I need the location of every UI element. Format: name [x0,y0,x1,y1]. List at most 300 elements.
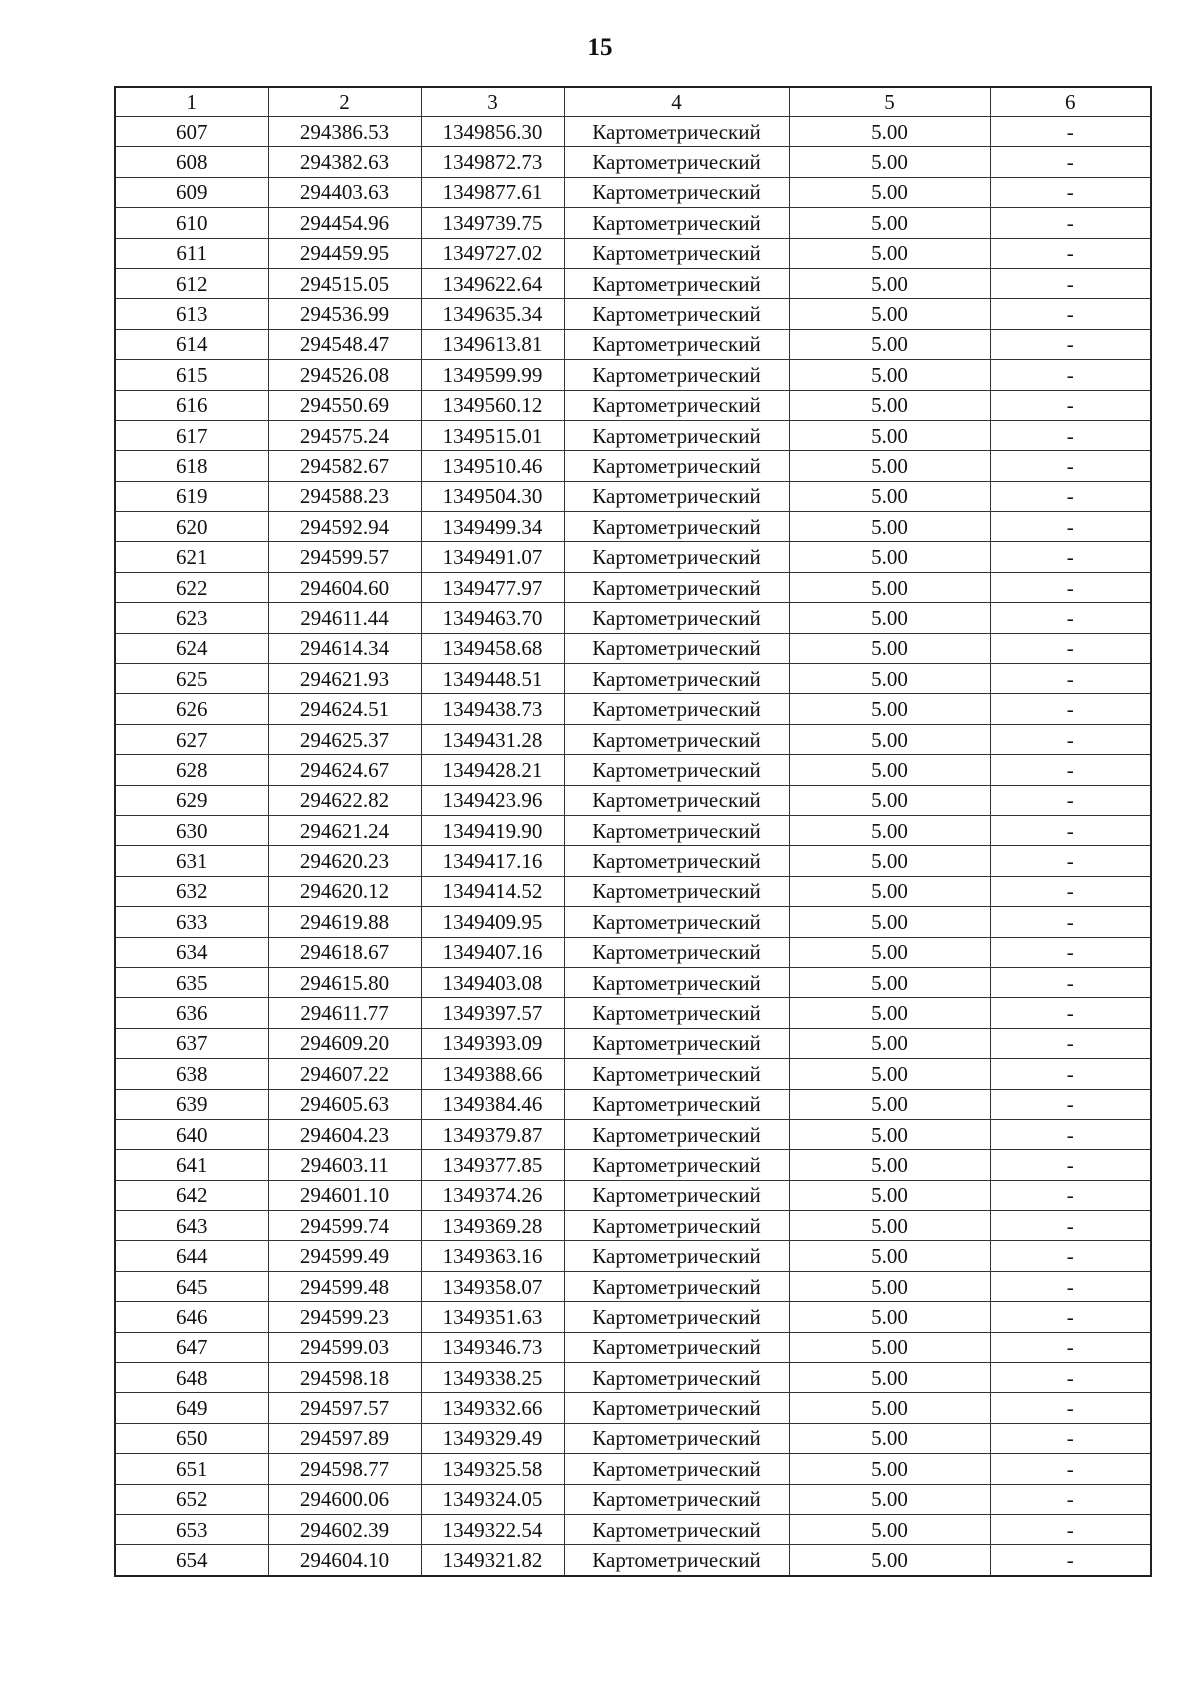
table-body [115,117,1151,1576]
x-coordinate-cell: 294599.03 [268,1332,421,1362]
x-coordinate-cell: 294604.23 [268,1119,421,1149]
description-cell: - [990,633,1151,663]
point-number-cell: 640 [115,1119,268,1149]
y-coordinate-cell: 1349325.58 [421,1454,564,1484]
page-number: 15 [587,34,613,61]
accuracy-cell: 5.00 [789,208,990,238]
method-cell: Картометрический [564,542,789,572]
accuracy-cell: 5.00 [789,299,990,329]
y-coordinate-cell: 1349397.57 [421,998,564,1028]
x-coordinate-cell: 294599.74 [268,1211,421,1241]
column-header: 3 [421,87,564,117]
point-number-cell: 622 [115,572,268,602]
table-row [115,147,1151,177]
accuracy-cell: 5.00 [789,1514,990,1544]
x-coordinate-cell: 294618.67 [268,937,421,967]
point-number-cell: 633 [115,907,268,937]
y-coordinate-cell: 1349622.64 [421,268,564,298]
description-cell: - [990,268,1151,298]
y-coordinate-cell: 1349856.30 [421,117,564,147]
point-number-cell: 619 [115,481,268,511]
description-cell: - [990,238,1151,268]
column-header: 5 [789,87,990,117]
description-cell: - [990,1271,1151,1301]
method-cell: Картометрический [564,907,789,937]
table-row [115,117,1151,147]
table-row [115,1089,1151,1119]
accuracy-cell: 5.00 [789,177,990,207]
y-coordinate-cell: 1349379.87 [421,1119,564,1149]
method-cell: Картометрический [564,117,789,147]
accuracy-cell: 5.00 [789,1211,990,1241]
x-coordinate-cell: 294403.63 [268,177,421,207]
x-coordinate-cell: 294550.69 [268,390,421,420]
table-row [115,846,1151,876]
table-row [115,542,1151,572]
method-cell: Картометрический [564,1059,789,1089]
y-coordinate-cell: 1349374.26 [421,1180,564,1210]
x-coordinate-cell: 294604.60 [268,572,421,602]
x-coordinate-cell: 294620.12 [268,876,421,906]
method-cell: Картометрический [564,1119,789,1149]
accuracy-cell: 5.00 [789,967,990,997]
x-coordinate-cell: 294619.88 [268,907,421,937]
x-coordinate-cell: 294621.93 [268,664,421,694]
x-coordinate-cell: 294548.47 [268,329,421,359]
point-number-cell: 615 [115,360,268,390]
table-row [115,1454,1151,1484]
description-cell: - [990,967,1151,997]
x-coordinate-cell: 294597.89 [268,1423,421,1453]
description-cell: - [990,1393,1151,1423]
method-cell: Картометрический [564,937,789,967]
y-coordinate-cell: 1349384.46 [421,1089,564,1119]
description-cell: - [990,937,1151,967]
point-number-cell: 610 [115,208,268,238]
table-row [115,694,1151,724]
description-cell: - [990,542,1151,572]
table-row [115,603,1151,633]
method-cell: Картометрический [564,815,789,845]
accuracy-cell: 5.00 [789,1454,990,1484]
description-cell: - [990,1454,1151,1484]
accuracy-cell: 5.00 [789,937,990,967]
table-row [115,1302,1151,1332]
description-cell: - [990,117,1151,147]
accuracy-cell: 5.00 [789,1089,990,1119]
table-row [115,1119,1151,1149]
point-number-cell: 626 [115,694,268,724]
accuracy-cell: 5.00 [789,238,990,268]
description-cell: - [990,1484,1151,1514]
table-row [115,1332,1151,1362]
point-number-cell: 625 [115,664,268,694]
table-row [115,238,1151,268]
table-row [115,1393,1151,1423]
method-cell: Картометрический [564,512,789,542]
method-cell: Картометрический [564,481,789,511]
y-coordinate-cell: 1349393.09 [421,1028,564,1058]
y-coordinate-cell: 1349599.99 [421,360,564,390]
accuracy-cell: 5.00 [789,907,990,937]
point-number-cell: 652 [115,1484,268,1514]
method-cell: Картометрический [564,1089,789,1119]
method-cell: Картометрический [564,1302,789,1332]
method-cell: Картометрический [564,1150,789,1180]
point-number-cell: 636 [115,998,268,1028]
method-cell: Картометрический [564,998,789,1028]
table-row [115,1271,1151,1301]
table-row [115,208,1151,238]
table-row [115,1514,1151,1544]
x-coordinate-cell: 294600.06 [268,1484,421,1514]
x-coordinate-cell: 294601.10 [268,1180,421,1210]
y-coordinate-cell: 1349369.28 [421,1211,564,1241]
description-cell: - [990,846,1151,876]
y-coordinate-cell: 1349499.34 [421,512,564,542]
column-header: 4 [564,87,789,117]
description-cell: - [990,724,1151,754]
y-coordinate-cell: 1349877.61 [421,177,564,207]
x-coordinate-cell: 294599.23 [268,1302,421,1332]
description-cell: - [990,147,1151,177]
x-coordinate-cell: 294575.24 [268,420,421,450]
accuracy-cell: 5.00 [789,1180,990,1210]
accuracy-cell: 5.00 [789,542,990,572]
point-number-cell: 618 [115,451,268,481]
y-coordinate-cell: 1349463.70 [421,603,564,633]
method-cell: Картометрический [564,1423,789,1453]
y-coordinate-cell: 1349351.63 [421,1302,564,1332]
header-row [115,87,1151,117]
x-coordinate-cell: 294599.57 [268,542,421,572]
description-cell: - [990,451,1151,481]
y-coordinate-cell: 1349332.66 [421,1393,564,1423]
y-coordinate-cell: 1349363.16 [421,1241,564,1271]
description-cell: - [990,1119,1151,1149]
x-coordinate-cell: 294607.22 [268,1059,421,1089]
y-coordinate-cell: 1349458.68 [421,633,564,663]
x-coordinate-cell: 294605.63 [268,1089,421,1119]
accuracy-cell: 5.00 [789,1241,990,1271]
table-row [115,1241,1151,1271]
accuracy-cell: 5.00 [789,451,990,481]
method-cell: Картометрический [564,238,789,268]
point-number-cell: 645 [115,1271,268,1301]
method-cell: Картометрический [564,1545,789,1576]
description-cell: - [990,1302,1151,1332]
table-row [115,360,1151,390]
method-cell: Картометрический [564,420,789,450]
description-cell: - [990,299,1151,329]
x-coordinate-cell: 294597.57 [268,1393,421,1423]
table-row [115,177,1151,207]
y-coordinate-cell: 1349727.02 [421,238,564,268]
x-coordinate-cell: 294599.48 [268,1271,421,1301]
x-coordinate-cell: 294582.67 [268,451,421,481]
method-cell: Картометрический [564,603,789,633]
accuracy-cell: 5.00 [789,694,990,724]
description-cell: - [990,329,1151,359]
accuracy-cell: 5.00 [789,1423,990,1453]
method-cell: Картометрический [564,755,789,785]
y-coordinate-cell: 1349409.95 [421,907,564,937]
y-coordinate-cell: 1349423.96 [421,785,564,815]
description-cell: - [990,1028,1151,1058]
description-cell: - [990,420,1151,450]
point-number-cell: 647 [115,1332,268,1362]
point-number-cell: 616 [115,390,268,420]
table-row [115,815,1151,845]
x-coordinate-cell: 294526.08 [268,360,421,390]
point-number-cell: 638 [115,1059,268,1089]
accuracy-cell: 5.00 [789,360,990,390]
point-number-cell: 643 [115,1211,268,1241]
x-coordinate-cell: 294611.44 [268,603,421,633]
method-cell: Картометрический [564,572,789,602]
table-row [115,420,1151,450]
description-cell: - [990,208,1151,238]
table-row [115,451,1151,481]
method-cell: Картометрический [564,1241,789,1271]
y-coordinate-cell: 1349419.90 [421,815,564,845]
accuracy-cell: 5.00 [789,755,990,785]
point-number-cell: 648 [115,1363,268,1393]
description-cell: - [990,572,1151,602]
x-coordinate-cell: 294615.80 [268,967,421,997]
point-number-cell: 609 [115,177,268,207]
description-cell: - [990,1332,1151,1362]
x-coordinate-cell: 294602.39 [268,1514,421,1544]
x-coordinate-cell: 294515.05 [268,268,421,298]
point-number-cell: 654 [115,1545,268,1576]
accuracy-cell: 5.00 [789,1028,990,1058]
description-cell: - [990,481,1151,511]
accuracy-cell: 5.00 [789,481,990,511]
y-coordinate-cell: 1349329.49 [421,1423,564,1453]
point-number-cell: 624 [115,633,268,663]
method-cell: Картометрический [564,1484,789,1514]
table-row [115,390,1151,420]
point-number-cell: 650 [115,1423,268,1453]
method-cell: Картометрический [564,360,789,390]
coordinates-table [114,86,1152,1577]
x-coordinate-cell: 294454.96 [268,208,421,238]
table-row [115,299,1151,329]
accuracy-cell: 5.00 [789,1332,990,1362]
point-number-cell: 635 [115,967,268,997]
description-cell: - [990,755,1151,785]
point-number-cell: 607 [115,117,268,147]
table-row [115,967,1151,997]
x-coordinate-cell: 294609.20 [268,1028,421,1058]
accuracy-cell: 5.00 [789,1393,990,1423]
y-coordinate-cell: 1349510.46 [421,451,564,481]
table-row [115,1028,1151,1058]
accuracy-cell: 5.00 [789,512,990,542]
point-number-cell: 621 [115,542,268,572]
y-coordinate-cell: 1349403.08 [421,967,564,997]
accuracy-cell: 5.00 [789,785,990,815]
accuracy-cell: 5.00 [789,603,990,633]
x-coordinate-cell: 294598.77 [268,1454,421,1484]
table-row [115,755,1151,785]
y-coordinate-cell: 1349438.73 [421,694,564,724]
point-number-cell: 653 [115,1514,268,1544]
point-number-cell: 608 [115,147,268,177]
y-coordinate-cell: 1349321.82 [421,1545,564,1576]
method-cell: Картометрический [564,329,789,359]
table-row [115,572,1151,602]
method-cell: Картометрический [564,390,789,420]
column-header: 1 [115,87,268,117]
method-cell: Картометрический [564,1393,789,1423]
table-row [115,481,1151,511]
accuracy-cell: 5.00 [789,724,990,754]
method-cell: Картометрический [564,876,789,906]
column-header: 2 [268,87,421,117]
point-number-cell: 634 [115,937,268,967]
y-coordinate-cell: 1349338.25 [421,1363,564,1393]
accuracy-cell: 5.00 [789,633,990,663]
method-cell: Картометрический [564,1454,789,1484]
table-row [115,633,1151,663]
accuracy-cell: 5.00 [789,1271,990,1301]
table-row [115,512,1151,542]
method-cell: Картометрический [564,268,789,298]
x-coordinate-cell: 294604.10 [268,1545,421,1576]
x-coordinate-cell: 294603.11 [268,1150,421,1180]
table-row [115,907,1151,937]
description-cell: - [990,694,1151,724]
point-number-cell: 644 [115,1241,268,1271]
table-row [115,998,1151,1028]
y-coordinate-cell: 1349431.28 [421,724,564,754]
accuracy-cell: 5.00 [789,846,990,876]
x-coordinate-cell: 294624.51 [268,694,421,724]
accuracy-cell: 5.00 [789,1150,990,1180]
point-number-cell: 613 [115,299,268,329]
method-cell: Картометрический [564,1363,789,1393]
method-cell: Картометрический [564,1332,789,1362]
description-cell: - [990,1363,1151,1393]
description-cell: - [990,177,1151,207]
y-coordinate-cell: 1349560.12 [421,390,564,420]
method-cell: Картометрический [564,177,789,207]
point-number-cell: 628 [115,755,268,785]
y-coordinate-cell: 1349322.54 [421,1514,564,1544]
y-coordinate-cell: 1349358.07 [421,1271,564,1301]
point-number-cell: 623 [115,603,268,633]
method-cell: Картометрический [564,1028,789,1058]
description-cell: - [990,998,1151,1028]
x-coordinate-cell: 294625.37 [268,724,421,754]
x-coordinate-cell: 294386.53 [268,117,421,147]
point-number-cell: 639 [115,1089,268,1119]
accuracy-cell: 5.00 [789,420,990,450]
y-coordinate-cell: 1349388.66 [421,1059,564,1089]
x-coordinate-cell: 294588.23 [268,481,421,511]
x-coordinate-cell: 294622.82 [268,785,421,815]
description-cell: - [990,603,1151,633]
description-cell: - [990,360,1151,390]
point-number-cell: 627 [115,724,268,754]
point-number-cell: 611 [115,238,268,268]
accuracy-cell: 5.00 [789,117,990,147]
x-coordinate-cell: 294382.63 [268,147,421,177]
method-cell: Картометрический [564,1211,789,1241]
y-coordinate-cell: 1349635.34 [421,299,564,329]
method-cell: Картометрический [564,208,789,238]
table-row [115,1059,1151,1089]
point-number-cell: 617 [115,420,268,450]
description-cell: - [990,1423,1151,1453]
accuracy-cell: 5.00 [789,664,990,694]
y-coordinate-cell: 1349428.21 [421,755,564,785]
description-cell: - [990,907,1151,937]
accuracy-cell: 5.00 [789,1484,990,1514]
method-cell: Картометрический [564,147,789,177]
table-row [115,1150,1151,1180]
y-coordinate-cell: 1349377.85 [421,1150,564,1180]
table-row [115,329,1151,359]
point-number-cell: 641 [115,1150,268,1180]
y-coordinate-cell: 1349346.73 [421,1332,564,1362]
table-header [115,87,1151,117]
y-coordinate-cell: 1349504.30 [421,481,564,511]
method-cell: Картометрический [564,451,789,481]
accuracy-cell: 5.00 [789,876,990,906]
description-cell: - [990,1150,1151,1180]
y-coordinate-cell: 1349407.16 [421,937,564,967]
accuracy-cell: 5.00 [789,1545,990,1576]
method-cell: Картометрический [564,846,789,876]
description-cell: - [990,815,1151,845]
description-cell: - [990,1514,1151,1544]
y-coordinate-cell: 1349739.75 [421,208,564,238]
x-coordinate-cell: 294536.99 [268,299,421,329]
description-cell: - [990,1241,1151,1271]
point-number-cell: 620 [115,512,268,542]
description-cell: - [990,1089,1151,1119]
table-row [115,937,1151,967]
x-coordinate-cell: 294598.18 [268,1363,421,1393]
table-row [115,1545,1151,1576]
accuracy-cell: 5.00 [789,1363,990,1393]
method-cell: Картометрический [564,1514,789,1544]
description-cell: - [990,876,1151,906]
y-coordinate-cell: 1349872.73 [421,147,564,177]
method-cell: Картометрический [564,299,789,329]
x-coordinate-cell: 294611.77 [268,998,421,1028]
y-coordinate-cell: 1349414.52 [421,876,564,906]
accuracy-cell: 5.00 [789,1059,990,1089]
x-coordinate-cell: 294459.95 [268,238,421,268]
table-row [115,785,1151,815]
description-cell: - [990,785,1151,815]
method-cell: Картометрический [564,664,789,694]
method-cell: Картометрический [564,1180,789,1210]
description-cell: - [990,1545,1151,1576]
accuracy-cell: 5.00 [789,329,990,359]
x-coordinate-cell: 294592.94 [268,512,421,542]
table-row [115,664,1151,694]
description-cell: - [990,1059,1151,1089]
description-cell: - [990,512,1151,542]
method-cell: Картометрический [564,967,789,997]
point-number-cell: 642 [115,1180,268,1210]
point-number-cell: 651 [115,1454,268,1484]
